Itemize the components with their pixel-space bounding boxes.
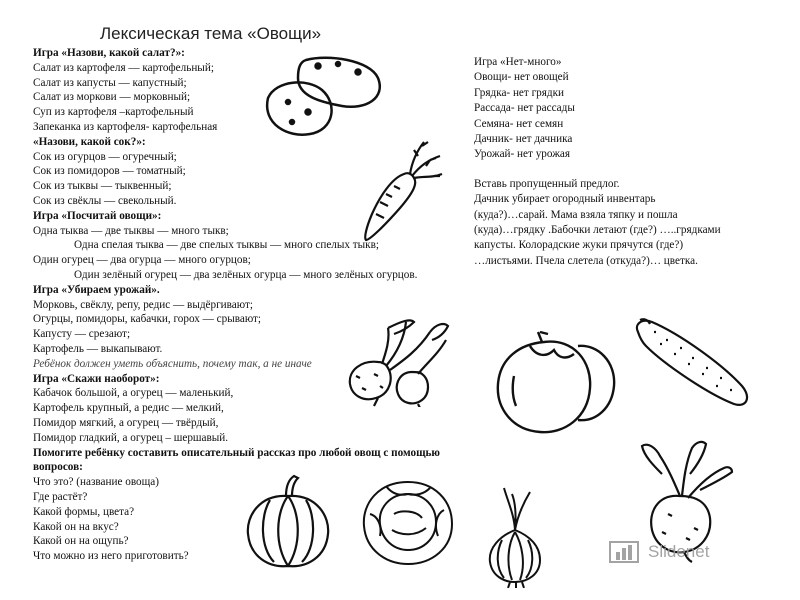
line: Сок из свёклы — свекольный. (33, 194, 177, 207)
line: Капусту — срезают; (33, 328, 131, 341)
line: Суп из картофеля –картофельный (33, 106, 194, 119)
line: Помогите ребёнку составить описательный рассказ про любой овощ с помощью (33, 446, 440, 459)
line: «Назови, какой сок?»: (33, 135, 146, 148)
tomatoes-image (494, 326, 622, 438)
line: Игра «Скажи наоборот»: (33, 372, 160, 385)
line: Запеканка из картофеля- картофельная (33, 120, 218, 133)
line: Салат из капусты — капустный; (33, 76, 187, 89)
line: Сок из помидоров — томатный; (33, 165, 186, 178)
line: Морковь, свёклу, репу, редис — выдёргивают; (33, 298, 253, 311)
line: Вставь пропущенный предлог. (474, 177, 620, 190)
line: Грядка- нет грядки (474, 86, 565, 99)
beetroot-image (334, 312, 454, 407)
line: Рассада- нет рассады (474, 102, 575, 115)
pumpkin-image (240, 472, 336, 572)
line: Один огурец — два огурца — много огурцов; (33, 254, 251, 267)
line: …листьями. Пчела слетела (откуда?)… цветка. (474, 254, 698, 267)
line: Салат из картофеля — картофельный; (33, 61, 214, 74)
line: Дачник убирает огородный инвентарь (474, 193, 656, 206)
line: Какой он на вкус? (33, 520, 119, 533)
line: Что это? (название овоща) (33, 476, 159, 489)
potatoes-image (258, 52, 388, 142)
line: капусты. Колорадские жуки прячутся (где?) (474, 239, 684, 252)
line: Игра «Посчитай овощи»: (33, 209, 162, 222)
line: Игра «Убираем урожай». (33, 283, 160, 296)
line: Картофель — выкапывают. (33, 342, 163, 355)
line: Картофель крупный, а редис — мелкий, (33, 402, 224, 415)
line: Где растёт? (33, 490, 88, 503)
line: Помидор мягкий, а огурец — твёрдый, (33, 416, 219, 429)
line: Помидор гладкий, а огурец – шершавый. (33, 431, 229, 444)
line: Одна спелая тыква — две спелых тыквы — много спелых тыкв; (74, 239, 380, 252)
onion-image (482, 484, 548, 588)
line: (куда?)…сарай. Мама взяла тяпку и пошла (474, 208, 678, 221)
line: Сок из огурцов — огуречный; (33, 150, 177, 163)
line: вопросов: (33, 461, 83, 474)
line: Игра «Назови, какой салат?»: (33, 47, 185, 59)
line: Одна тыква — две тыквы — много тыкв; (33, 224, 229, 237)
line: Что можно из него приготовить? (33, 550, 189, 563)
line: Огурцы, помидоры, кабачки, горох — срывают; (33, 313, 262, 326)
page-title: Лексическая тема «Овощи» (100, 24, 322, 43)
carrot-image (356, 138, 446, 243)
right-column (474, 55, 721, 269)
line: Какой формы, цвета? (33, 505, 135, 518)
line: Овощи- нет овощей (474, 71, 569, 84)
line: Ребёнок должен уметь объяснить, почему так, а не иначе (33, 357, 312, 370)
watermark-text: Slidenet (648, 542, 710, 561)
line: (куда)…грядку .Бабочки летают (где?) …..грядками (474, 223, 721, 236)
line: Дачник- нет дачника (474, 132, 573, 145)
line: Кабачок большой, а огурец — маленький, (33, 387, 234, 400)
cucumber-image (630, 316, 754, 412)
slides-logo-icon (608, 538, 642, 566)
watermark (608, 538, 709, 566)
line: Семяна- нет семян (474, 117, 564, 130)
line: Один зелёный огурец — два зелёных огурца — много зелёных огурцов. (74, 268, 418, 281)
line: Урожай- нет урожая (474, 148, 571, 161)
line: Салат из моркови — морковный; (33, 91, 191, 104)
spacer (474, 163, 721, 177)
line: Сок из тыквы — тыквенный; (33, 180, 172, 193)
line: Игра «Нет-много» (474, 56, 562, 68)
line: Какой он на ощупь? (33, 535, 129, 548)
cabbage-image (356, 474, 460, 570)
